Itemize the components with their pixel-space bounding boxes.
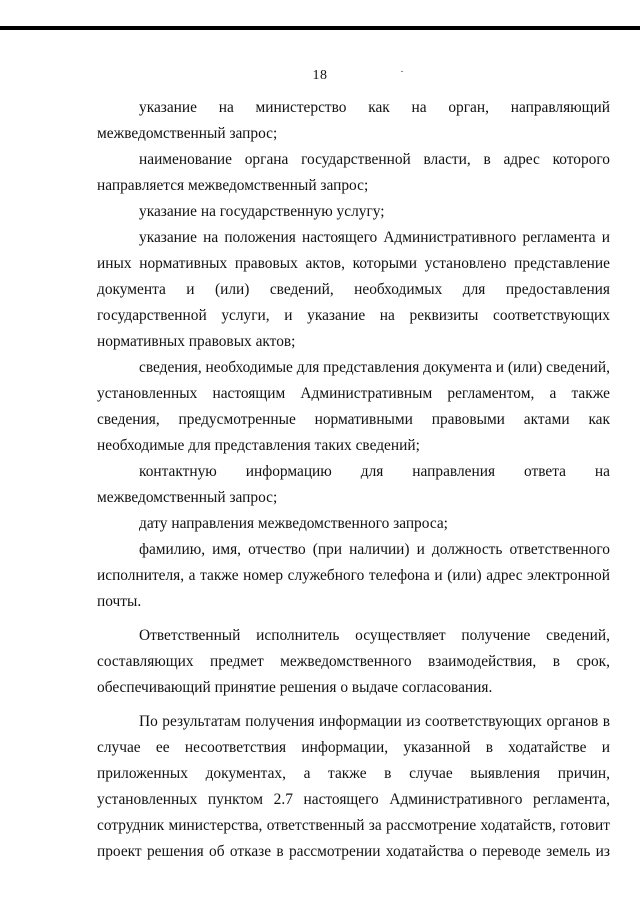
- paragraph-recipient-authority: наименование органа государственной власти, в адрес которого направляется межведомственный запрос;: [97, 151, 610, 194]
- paragraph-required-information: сведения, необходимые для представления документа и (или) сведений, установленных настоящим Административным регламентом, а также сведения, предусмотренные нормативными правовыми актами как необходимые для представления таких сведений;: [97, 359, 610, 454]
- scan-speck: [401, 71, 403, 72]
- paragraph-requesting-ministry: указание на министерство как на орган, направляющий межведомственный запрос;: [97, 99, 610, 142]
- paragraph-contact-information: контактную информацию для направления ответа на межведомственный запрос;: [97, 463, 610, 506]
- paragraph-responsible-executor: фамилию, имя, отчество (при наличии) и должность ответственного исполнителя, а также номер служебного телефона и (или) адрес электронной почты.: [97, 541, 610, 610]
- paragraph-regulation-references: указание на положения настоящего Административного регламента и иных нормативных правовых актов, которыми установлено представление документа и (или) сведений, необходимых для предоставления государственной услуги, и указание на реквизиты соответствующих нормативных правовых актов;: [97, 229, 610, 350]
- document-body: [97, 95, 610, 865]
- paragraph-executor-duties: Ответственный исполнитель осуществляет получение сведений, составляющих предмет межведомственного взаимодействия, в срок, обеспечивающий принятие решения о выдаче согласования.: [97, 627, 610, 696]
- page-number: 18: [312, 68, 328, 83]
- paragraph-public-service: указание на государственную услугу;: [139, 203, 385, 220]
- paragraph-refusal-procedure: По результатам получения информации из соответствующих органов в случае ее несоответствия информации, указанной в ходатайстве и приложенных документах, а также в случае выявления причин, установленных пунктом 2.7 настоящего Административного регламента, сотрудник министерства, ответственный за рассмотрение ходатайств, готовит проект решения об отказе в рассмотрении ходатайства о переводе земель из: [97, 713, 610, 860]
- top-border-line: [0, 26, 640, 30]
- paragraph-request-date: дату направления межведомственного запроса;: [139, 515, 448, 532]
